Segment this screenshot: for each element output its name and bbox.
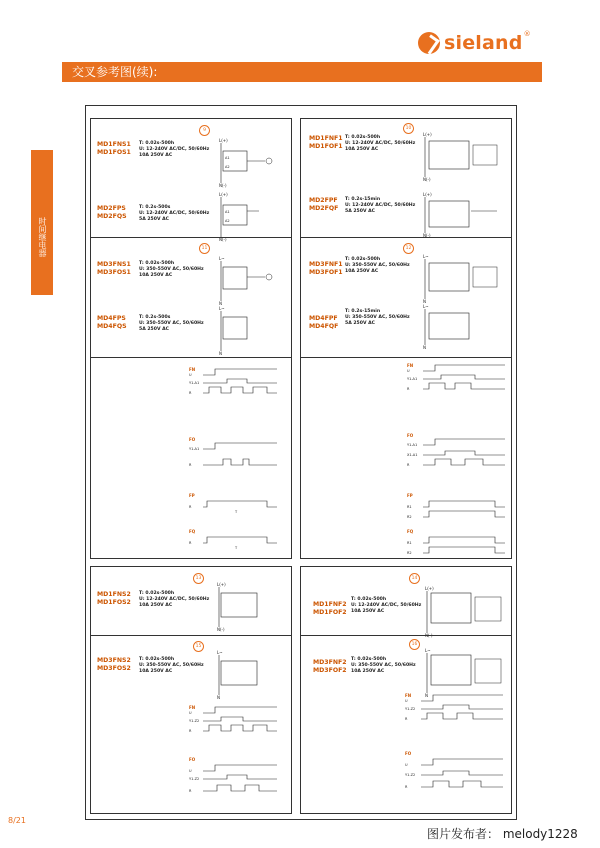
- waveform-label: FN: [407, 363, 414, 368]
- signal-label: U: [189, 769, 192, 773]
- panel-right-upper: [300, 118, 512, 559]
- section-number: 11: [199, 243, 210, 254]
- model-codes: MD3FNF1 MD3FOF1: [309, 261, 343, 276]
- svg-text:N(-): N(-): [219, 237, 227, 242]
- svg-text:A2: A2: [225, 219, 230, 223]
- wiring-diagram: [219, 305, 279, 355]
- svg-text:N: N: [217, 695, 220, 700]
- signal-label: R: [407, 387, 410, 391]
- waveform-label: FQ: [189, 529, 196, 534]
- signal-label: R: [189, 729, 192, 733]
- signal-label: U: [189, 711, 192, 715]
- signal-label: R2: [407, 551, 412, 555]
- wiring-diagram: [219, 255, 279, 305]
- svg-text:N: N: [219, 301, 222, 306]
- publisher-credit: 图片发布者： melody1228: [427, 827, 578, 841]
- signal-label: Y1-A1: [407, 443, 418, 447]
- svg-text:L~: L~: [425, 648, 431, 653]
- section-number: 15: [193, 641, 204, 652]
- timing-waveforms: [187, 705, 287, 805]
- signal-label: Y1-Z2: [189, 777, 200, 781]
- signal-label: U: [407, 369, 410, 373]
- signal-label: R: [189, 789, 192, 793]
- signal-label: T: [235, 546, 238, 550]
- wiring-diagram: [423, 253, 503, 303]
- waveform-label: FP: [189, 493, 195, 498]
- spec-text: T: 0.02s-500h U: 12-240V AC/DC, 50/60Hz 10A 250V AC: [345, 135, 416, 153]
- svg-text:L~: L~: [423, 254, 429, 259]
- spec-text: T: 0.02s-500h U: 350-550V AC, 50/60Hz 10A 250V AC: [351, 657, 416, 675]
- signal-label: U: [405, 763, 408, 767]
- spec-text: T: 0.02s-500h U: 350-550V AC, 50/60Hz 10A 250V AC: [139, 261, 204, 279]
- svg-text:L(+): L(+): [219, 138, 228, 143]
- panel-left-lower: [90, 566, 292, 814]
- panel-left-upper: [90, 118, 292, 559]
- section-number: 10: [403, 123, 414, 134]
- page-number: 8/21: [8, 816, 26, 825]
- model-codes: MD3FNS1 MD3FOS1: [97, 261, 131, 276]
- svg-text:N: N: [219, 351, 222, 356]
- signal-label: Y1-A1: [189, 447, 200, 451]
- content-frame: [85, 105, 517, 820]
- signal-label: Y1-A1: [189, 381, 200, 385]
- signal-label: Y1-Z2: [405, 707, 416, 711]
- wiring-diagram: [425, 647, 511, 699]
- section-number: 13: [193, 573, 204, 584]
- signal-label: R: [189, 505, 192, 509]
- timing-waveforms: [403, 693, 509, 809]
- spec-text: T: 0.02s-500h U: 350-550V AC, 50/60Hz 10A 250V AC: [139, 657, 204, 675]
- section-number: 16: [409, 639, 420, 650]
- svg-text:L(+): L(+): [423, 192, 432, 197]
- brand-name: sieland: [444, 32, 523, 54]
- model-codes: MD3FNF2 MD3FOF2: [313, 659, 347, 674]
- waveform-label: FO: [405, 751, 412, 756]
- model-codes: MD1FNS1 MD1FOS1: [97, 141, 131, 156]
- signal-label: R: [189, 463, 192, 467]
- svg-text:N(-): N(-): [219, 183, 227, 188]
- wiring-diagram: [219, 137, 279, 187]
- signal-label: R2: [407, 515, 412, 519]
- timing-waveforms: [187, 367, 287, 557]
- spec-text: T: 0.02s-500h U: 12-240V AC/DC, 50/60Hz 10A 250V AC: [351, 597, 422, 615]
- svg-text:L~: L~: [423, 304, 429, 309]
- model-codes: MD2FPF MD2FQF: [309, 197, 339, 212]
- signal-label: R: [407, 463, 410, 467]
- wiring-diagram: [423, 191, 503, 237]
- waveform-label: FN: [405, 693, 412, 698]
- spec-text: T: 0.2s-15min U: 350-550V AC, 50/60Hz 5A 250V AC: [345, 309, 410, 327]
- signal-label: R: [189, 541, 192, 545]
- svg-text:N(-): N(-): [423, 177, 431, 182]
- model-codes: MD2FPS MD2FQS: [97, 205, 127, 220]
- waveform-label: FQ: [407, 529, 414, 534]
- svg-text:L(+): L(+): [217, 582, 226, 587]
- panel-right-lower: [300, 566, 512, 814]
- svg-text:N: N: [423, 299, 426, 304]
- sieland-logo-icon: [418, 32, 440, 54]
- waveform-label: FO: [407, 433, 414, 438]
- signal-label: X1-A1: [407, 453, 418, 457]
- section-number: 12: [403, 243, 414, 254]
- signal-label: R: [405, 785, 408, 789]
- signal-label: U: [405, 699, 408, 703]
- signal-label: R1: [407, 541, 412, 545]
- signal-label: Y1-Z2: [405, 773, 416, 777]
- svg-text:N: N: [425, 693, 428, 698]
- svg-text:L~: L~: [219, 306, 225, 311]
- svg-text:L~: L~: [219, 256, 225, 261]
- svg-text:N(-): N(-): [217, 627, 225, 632]
- signal-label: Y1-Z2: [189, 719, 200, 723]
- signal-label: Y1-A1: [407, 377, 418, 381]
- model-codes: MD1FNF1 MD1FOF1: [309, 135, 343, 150]
- section-number: 9: [199, 125, 210, 136]
- spec-text: T: 0.2s-500s U: 350-550V AC, 50/60Hz 5A 250V AC: [139, 315, 204, 333]
- page-title: 交叉参考图(续):: [62, 62, 542, 82]
- wiring-diagram: [219, 191, 279, 241]
- spec-text: T: 0.2s-500s U: 12-240V AC/DC, 50/60Hz 5A 250V AC: [139, 205, 210, 223]
- spec-text: T: 0.02s-500h U: 350-550V AC, 50/60Hz 10A 250V AC: [345, 257, 410, 275]
- signal-label: R: [189, 391, 192, 395]
- svg-text:A1: A1: [225, 156, 230, 160]
- model-codes: MD4FPS MD4FQS: [97, 315, 127, 330]
- model-codes: MD1FNS2 MD1FOS2: [97, 591, 131, 606]
- svg-text:L(+): L(+): [219, 192, 228, 197]
- signal-label: T: [235, 510, 238, 514]
- wiring-diagram: [217, 581, 277, 631]
- model-codes: MD1FNF2 MD1FOF2: [313, 601, 347, 616]
- waveform-label: FN: [189, 367, 196, 372]
- model-codes: MD3FNS2 MD3FOS2: [97, 657, 131, 672]
- brand-logo: [418, 30, 548, 56]
- waveform-label: FO: [189, 757, 196, 762]
- side-tab-label: 时间继电器: [31, 150, 53, 295]
- svg-text:N: N: [423, 345, 426, 350]
- timing-waveforms: [405, 363, 509, 557]
- signal-label: R: [405, 717, 408, 721]
- waveform-label: FP: [407, 493, 413, 498]
- svg-text:N(-): N(-): [425, 633, 433, 638]
- spec-text: T: 0.2s-15min U: 12-240V AC/DC, 50/60Hz 5A 250V AC: [345, 197, 416, 215]
- wiring-diagram: [423, 131, 503, 181]
- svg-text:A2: A2: [225, 165, 230, 169]
- signal-label: R1: [407, 505, 412, 509]
- model-codes: MD4FPF MD4FQF: [309, 315, 339, 330]
- svg-text:L(+): L(+): [425, 586, 434, 591]
- section-number: 14: [409, 573, 420, 584]
- waveform-label: FN: [189, 705, 196, 710]
- registered-mark: ®: [523, 30, 531, 38]
- wiring-diagram: [425, 585, 511, 639]
- spec-text: T: 0.02s-500h U: 12-240V AC/DC, 50/60Hz 10A 250V AC: [139, 141, 210, 159]
- signal-label: U: [189, 373, 192, 377]
- spec-text: T: 0.02s-500h U: 12-240V AC/DC, 50/60Hz 10A 250V AC: [139, 591, 210, 609]
- wiring-diagram: [423, 303, 503, 351]
- wiring-diagram: [217, 649, 277, 699]
- svg-text:L(+): L(+): [423, 132, 432, 137]
- svg-text:L~: L~: [217, 650, 223, 655]
- svg-text:N(-): N(-): [423, 233, 431, 238]
- waveform-label: FO: [189, 437, 196, 442]
- svg-text:A1: A1: [225, 210, 230, 214]
